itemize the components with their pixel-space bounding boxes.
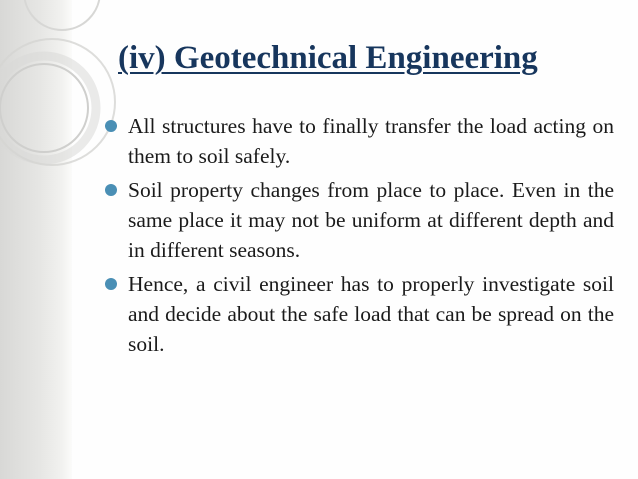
bullet-text: All structures have to finally transfer the load acting on them to soil safely. — [128, 114, 614, 168]
slide-title: (iv) Geotechnical Engineering — [118, 40, 538, 76]
bullet-list — [102, 111, 614, 363]
bullet-dot-icon — [105, 184, 117, 196]
bullet-item — [102, 269, 614, 359]
bullet-dot-icon — [105, 278, 117, 290]
bullet-item — [102, 111, 614, 171]
bullet-text: Hence, a civil engineer has to properly investigate soil and decide about the safe load that can be spread on the soil. — [128, 272, 614, 356]
bullet-item — [102, 175, 614, 265]
bullet-dot-icon — [105, 120, 117, 132]
bullet-text: Soil property changes from place to place. Even in the same place it may not be uniform at different depth and in different seasons. — [128, 178, 614, 262]
